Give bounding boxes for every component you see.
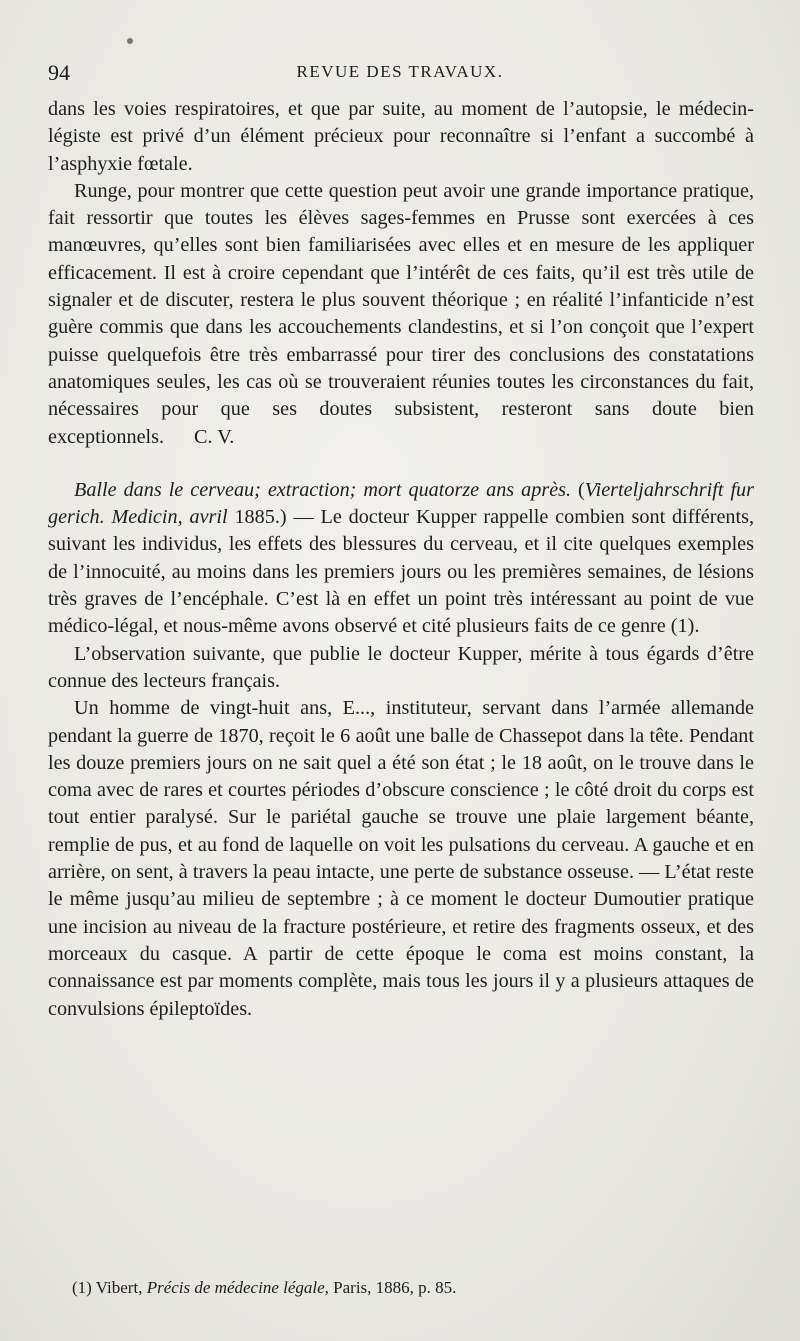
article-source-year: 1885.) xyxy=(234,506,287,529)
author-signature: C. V. xyxy=(194,425,235,448)
article-separator xyxy=(48,451,754,477)
paragraph-text: Runge, pour montrer que cette question peut avoir une grande importance pratique, fait ressortir que toutes les élèves sages-femmes en Prusse sont exercées à ces manœuvres, qu’elles sont bien familiarisées avec elles et en mesure de les appliquer efficacement. Il est à croire cependant que l’intérêt de ces faits, qu’il est très utile de signaler et de discuter, restera le plus souvent théorique ; en réalité l’infanticide n’est guère commis que dans les accouchements clandestins, et si l’on conçoit que l’expert puisse quelquefois être très embarrassé pour tirer des conclusions des constatations anatomiques seules, les cas où se trouveraient réunies toutes les circonstances du fait, nécessaires pour que ses doutes subsistent, resteront sans doute bien exceptionnels. xyxy=(48,179,754,448)
footnote xyxy=(72,1276,732,1300)
page-number: 94 xyxy=(48,60,70,85)
running-title: REVUE DES TRAVAUX. xyxy=(296,62,504,81)
page-header xyxy=(48,60,752,90)
ink-spot xyxy=(127,38,133,44)
article-intro-text: Le docteur Kupper rappelle combien sont différents, suivant les individus, les effets des blessures du cerveau, et il cite quelques exemples de l’innocuité, au moins dans les premiers jours ou les premières semaines, de lésions très graves de l’encéphale. C’est là en effet un point très intéressant au point de vue médico-légal, et nous-même avons observé et cité plusieurs faits de ce genre (1). xyxy=(48,506,755,638)
em-dash: — xyxy=(293,506,314,529)
footnote-marker: (1) xyxy=(72,1278,92,1297)
paragraph-runge xyxy=(48,178,754,451)
footnote-author: Vibert, xyxy=(95,1278,143,1297)
footnote-details: Paris, 1886, p. 85. xyxy=(333,1278,457,1297)
article-source: Vierteljahrschrift fur gerich. Medicin, avril xyxy=(48,478,754,529)
article-title: Balle dans le cerveau; extraction; mort quatorze ans après. xyxy=(74,478,572,501)
paragraph-continuation: dans les voies respiratoires, et que par suite, au moment de l’autopsie, le médecin-légiste est privé d’un élément précieux pour reconnaître si l’enfant a succombé à l’asphyxie fœtale. xyxy=(48,98,754,175)
paragraph-case: Un homme de vingt-huit ans, E..., instituteur, servant dans l’armée allemande pendant la guerre de 1870, reçoit le 6 août une balle de Chassepot dans la tête. Pendant les douze premiers jours on ne sait quel a été son état ; le 18 août, on le trouve dans le coma avec de rares et courtes périodes d’obscure conscience ; le côté droit du corps est tout entier paralysé. Sur le pariétal gauche se trouve une plaie largement béante, remplie de pus, et au fond de laquelle on voit les pulsations du cerveau. A gauche et en arrière, on sent, à travers la peau intacte, une perte de substance osseuse. — L’état reste le même jusqu’au milieu de septembre ; à ce moment le docteur Dumoutier pratique une incision au niveau de la fracture postérieure, et retire des fragments osseux, et des morceaux du casque. A partir de cette époque le coma est moins constant, la connaissance est par moments complète, mais tous les jours il y a plusieurs attaques de convulsions épileptoïdes. xyxy=(48,697,754,1020)
article-heading-paragraph xyxy=(48,477,754,641)
body-text xyxy=(48,96,754,1023)
source-open-paren: ( xyxy=(578,478,585,501)
paragraph-observation: L’observation suivante, que publie le docteur Kupper, mérite à tous égards d’être connue des lecteurs français. xyxy=(48,642,754,692)
footnote-title: Précis de médecine légale, xyxy=(146,1278,329,1297)
